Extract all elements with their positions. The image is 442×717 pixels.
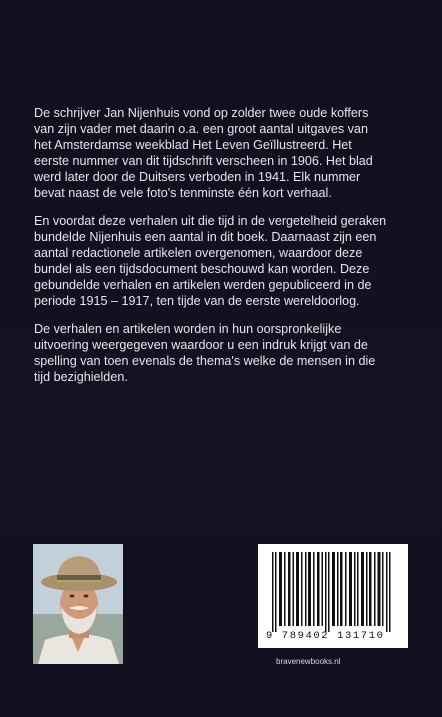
blurb-paragraph-1 (34, 106, 414, 201)
author-portrait-image (33, 544, 123, 664)
isbn-number: 9 789402 131710 (266, 630, 385, 642)
blurb-text-1: De schrijver Jan Nijenhuis vond op zolder twee oude koffers van zijn vader met daarin o.a. een groot aantal uitgaves van het Amsterdamse weekblad Het Leven Geïllustreerd. Het eerste nummer van dit tijdschrift verscheen in 1906. Het blad werd later door de Duitsers verboden in 1941. Elk nummer bevat naast de vele foto's tenminste één kort verhaal. (34, 106, 373, 200)
blurb-text-2: En voordat deze verhalen uit die tijd in de vergetelheid geraken bundelde Nijenhuis een aantal in dit boek. Daarnaast zijn een aantal redactionele artikelen overgenomen, waardoor deze bundel als een tijdsdocument beschouwd kan worden. Deze gebundelde verhalen en artikelen werden gepubliceerd in de periode 1915 – 1917, ten tijde van de eerste wereldoorlog. (34, 214, 387, 308)
barcode (258, 544, 408, 648)
publisher-url: bravenewbooks.nl (276, 657, 341, 666)
blurb-text-3: De verhalen en artikelen worden in hun oorspronkelijke uitvoering weergegeven waardoor u een indruk krijgt van de spelling van toen evenals de thema's welke de mensen in die tijd bezighielden. (34, 322, 376, 384)
author-photo (33, 544, 123, 664)
blurb-paragraph-3 (34, 322, 414, 386)
blurb-paragraph-2 (34, 214, 414, 309)
